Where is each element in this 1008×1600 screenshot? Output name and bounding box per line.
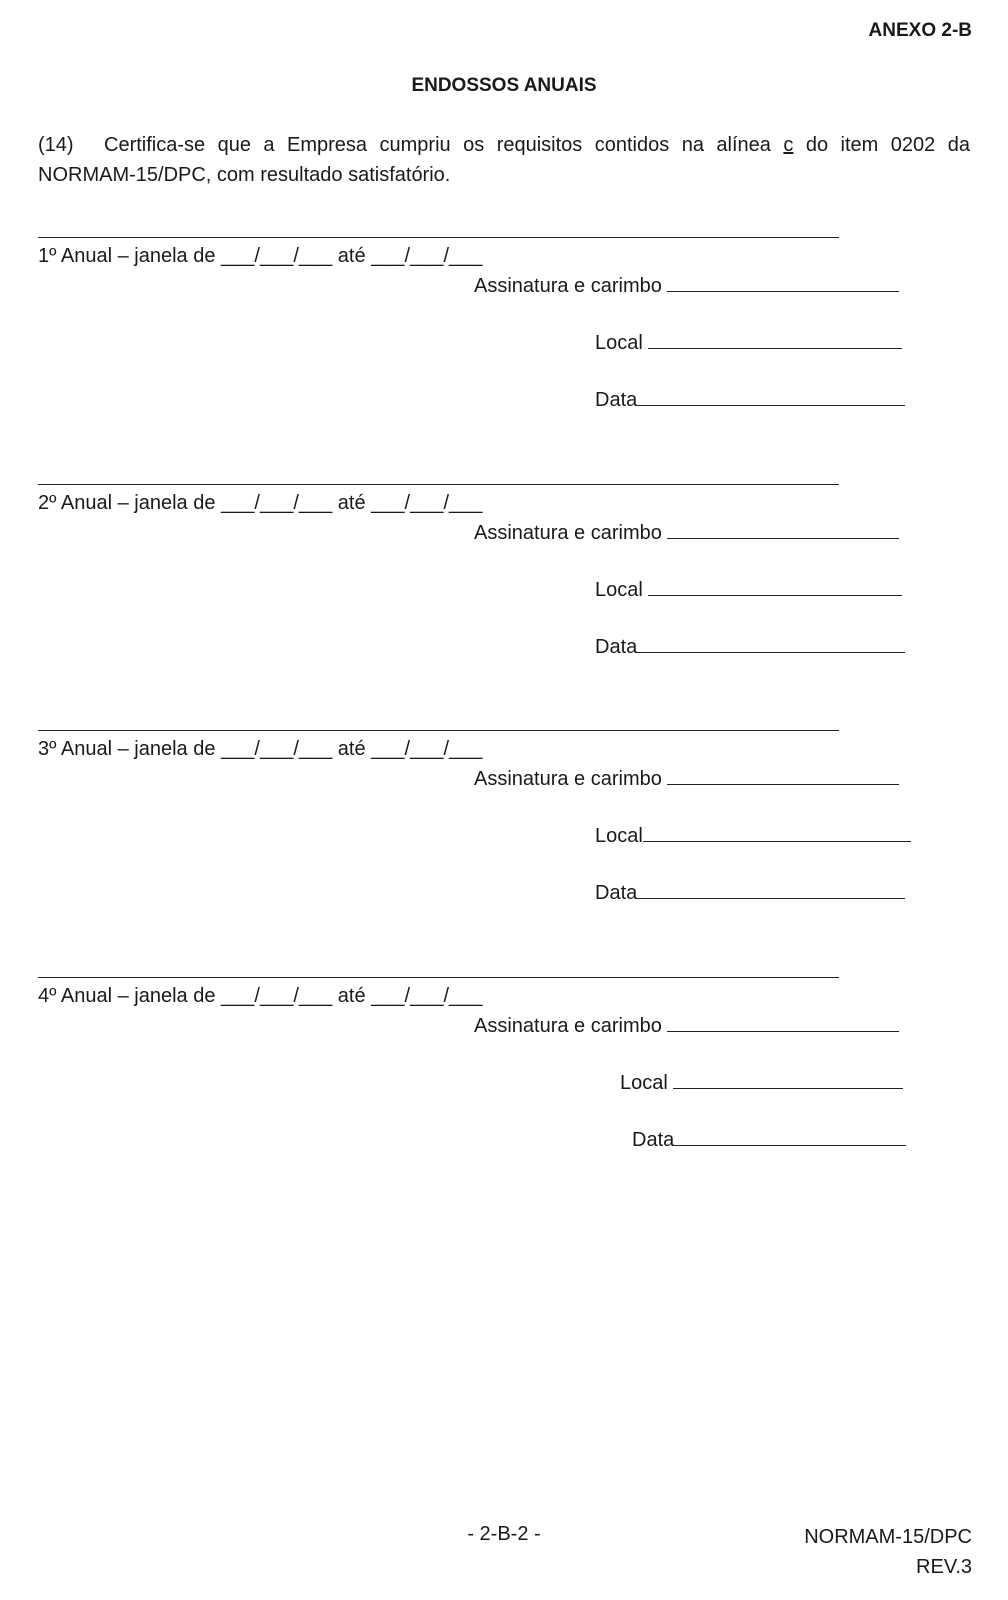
page-number: - 2-B-2 - [467, 1523, 541, 1545]
separator-line [38, 237, 839, 238]
signature-line[interactable] [667, 1013, 899, 1032]
signature-label: Assinatura e carimbo [474, 275, 662, 297]
certification-paragraph [38, 130, 970, 190]
signature-label: Assinatura e carimbo [474, 1015, 662, 1037]
separator-line [38, 484, 839, 485]
endorsement-ordinal: 4º [38, 985, 57, 1007]
local-label: Local [595, 825, 643, 847]
signature-line[interactable] [667, 273, 899, 292]
annex-label: ANEXO 2-B [868, 20, 972, 41]
local-line[interactable] [648, 577, 902, 596]
revision-label: REV.3 [916, 1556, 972, 1578]
local-label: Local [595, 579, 643, 601]
local-line[interactable] [648, 330, 902, 349]
endorsement-window [38, 491, 482, 515]
local-field[interactable] [595, 330, 902, 355]
local-line[interactable] [643, 823, 911, 842]
date-field[interactable] [632, 1127, 906, 1152]
endorsement-window-text: Anual – janela de ___/___/___ até ___/___/___ [60, 492, 483, 514]
date-line[interactable] [637, 634, 905, 653]
endorsement-ordinal: 1º [38, 245, 57, 267]
date-label: Data [595, 882, 638, 904]
signature-field[interactable] [474, 766, 899, 791]
endorsement-window [38, 244, 482, 268]
date-line[interactable] [637, 880, 905, 899]
paragraph-number: (14) [38, 134, 74, 156]
separator-line [38, 730, 839, 731]
signature-field[interactable] [474, 273, 899, 298]
date-line[interactable] [637, 387, 905, 406]
date-line[interactable] [674, 1127, 906, 1146]
footer-norm [804, 1522, 972, 1582]
date-label: Data [595, 389, 638, 411]
date-field[interactable] [595, 634, 905, 659]
endorsement-window-text: Anual – janela de ___/___/___ até ___/___/___ [60, 985, 483, 1007]
endorsement-window [38, 984, 482, 1008]
signature-line[interactable] [667, 766, 899, 785]
signature-label: Assinatura e carimbo [474, 768, 662, 790]
endorsement-ordinal: 2º [38, 492, 57, 514]
paragraph-text-start: Certifica-se que a Empresa cumpriu os requisitos contidos na alínea [104, 134, 784, 156]
endorsement-window-text: Anual – janela de ___/___/___ até ___/___/___ [60, 245, 483, 267]
signature-field[interactable] [474, 520, 899, 545]
norm-name: NORMAM-15/DPC [804, 1526, 972, 1548]
endorsement-window [38, 737, 482, 761]
paragraph-underlined-letter: c [783, 134, 794, 156]
signature-label: Assinatura e carimbo [474, 522, 662, 544]
local-field[interactable] [595, 577, 902, 602]
date-label: Data [595, 636, 638, 658]
local-field[interactable] [620, 1070, 903, 1095]
signature-field[interactable] [474, 1013, 899, 1038]
local-label: Local [620, 1072, 668, 1094]
local-label: Local [595, 332, 643, 354]
date-field[interactable] [595, 880, 905, 905]
signature-line[interactable] [667, 520, 899, 539]
date-label: Data [632, 1129, 675, 1151]
endorsement-window-text: Anual – janela de ___/___/___ até ___/___/___ [60, 738, 483, 760]
date-field[interactable] [595, 387, 905, 412]
local-field[interactable] [595, 823, 911, 848]
paragraph-text-end: do item 0202 da NORMAM-15/DPC, com resultado satisfatório. [38, 134, 970, 186]
page-title: ENDOSSOS ANUAIS [411, 75, 597, 96]
local-line[interactable] [673, 1070, 903, 1089]
separator-line [38, 977, 839, 978]
endorsement-ordinal: 3º [38, 738, 57, 760]
